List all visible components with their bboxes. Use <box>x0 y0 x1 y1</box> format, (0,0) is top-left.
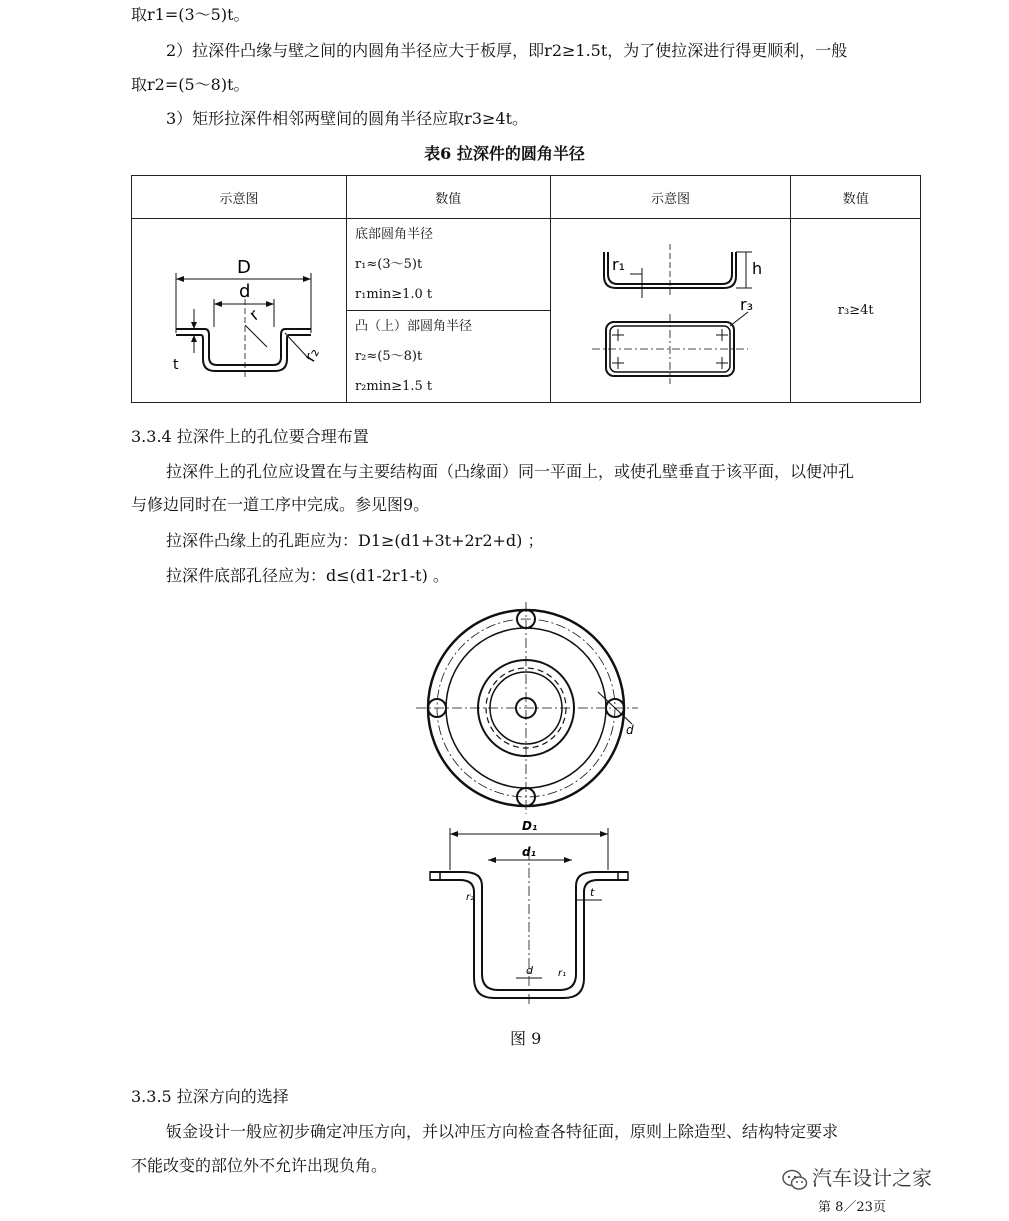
paragraph-r2: 2）拉深件凸缘与壁之间的内圆角半径应大于板厚，即r2≥1.5t，为了使拉深进行得更顺利，一般 <box>166 41 848 60</box>
formula-hole-diameter: 拉深件底部孔径应为：d≤(d1-2r1-t) 。 <box>166 566 449 585</box>
dim-r2-fig9-label: r₂ <box>466 892 475 903</box>
wechat-watermark <box>782 1162 932 1191</box>
wechat-icon <box>782 1169 808 1191</box>
table-header-row <box>132 176 921 219</box>
page-number: 第 8／23页 <box>818 1200 886 1215</box>
bottom-radius-title: 底部圆角半径 <box>354 226 433 242</box>
table-caption: 表6 拉深件的圆角半径 <box>424 144 585 163</box>
bottom-radius-min: r₁min≥1.0 t <box>354 286 433 302</box>
radius-table <box>131 175 921 403</box>
flange-radius-title: 凸（上）部圆角半径 <box>354 318 472 334</box>
dim-d-label: d <box>238 280 251 302</box>
flange-radius-formula: r₂≈(5～8)t <box>354 348 423 364</box>
table-header: 示意图 <box>132 176 347 219</box>
rect-box-diagram-cell <box>550 219 791 403</box>
dim-d1-label: d₁ <box>522 845 536 859</box>
paragraph-r2-cont: 取r2=(5～8)t。 <box>131 75 250 94</box>
figure-9-caption: 图 9 <box>510 1029 542 1048</box>
dim-r1-fig9-label: r₁ <box>558 968 567 979</box>
flange-radius-values <box>346 311 550 403</box>
figure-9-drawing <box>412 600 652 1010</box>
paragraph-r3: 3）矩形拉深件相邻两壁间的圆角半径应取r3≥4t。 <box>166 109 529 128</box>
dim-d-fig9-label: d <box>526 964 533 977</box>
dim-r3-label: r₃ <box>740 294 754 314</box>
rect-box-diagram <box>570 224 770 394</box>
dim-r1-label: r <box>245 304 263 324</box>
bottom-radius-formula: r₁≈(3～5)t <box>354 256 423 272</box>
dim-t-fig9-label: t <box>590 886 595 899</box>
paragraph-r1: 取r1=(3～5)t。 <box>131 5 250 24</box>
flange-cup-diagram-cell <box>132 219 347 403</box>
section-335-body: 钣金设计一般应初步确定冲压方向，并以冲压方向检查各特征面，原则上除造型、结构特定要求 <box>166 1122 839 1141</box>
table-header: 数值 <box>346 176 550 219</box>
section-334-heading: 3.3.4 拉深件上的孔位要合理布置 <box>131 427 369 446</box>
section-335-heading: 3.3.5 拉深方向的选择 <box>131 1087 289 1106</box>
watermark-text: 汽车设计之家 <box>812 1166 932 1190</box>
dim-t-label: t <box>172 356 179 373</box>
flange-radius-min: r₂min≥1.5 t <box>354 378 433 394</box>
table-header: 数值 <box>791 176 921 219</box>
rect-radius-value: r₃≥4t <box>791 219 921 403</box>
section-334-body: 拉深件上的孔位应设置在与主要结构面（凸缘面）同一平面上，或使孔壁垂直于该平面，以便冲孔 <box>166 462 855 481</box>
section-334-body-cont: 与修边同时在一道工序中完成。参见图9。 <box>131 495 430 514</box>
section-335-body-cont: 不能改变的部位外不允许出现负角。 <box>131 1156 388 1175</box>
dim-D-label: D <box>236 256 251 278</box>
flange-cup-diagram <box>139 229 339 389</box>
table-header: 示意图 <box>550 176 791 219</box>
dim-r1-side-label: r₁ <box>612 254 626 274</box>
bottom-radius-values <box>346 219 550 311</box>
dim-D1-label: D₁ <box>522 819 538 833</box>
dim-r2-label: r₂ <box>299 343 323 365</box>
table-row <box>132 219 921 311</box>
dim-h-label: h <box>752 258 763 278</box>
formula-hole-distance: 拉深件凸缘上的孔距应为：D1≥(d1+3t+2r2+d) ； <box>166 531 544 550</box>
hole-d-label: d <box>626 723 634 737</box>
